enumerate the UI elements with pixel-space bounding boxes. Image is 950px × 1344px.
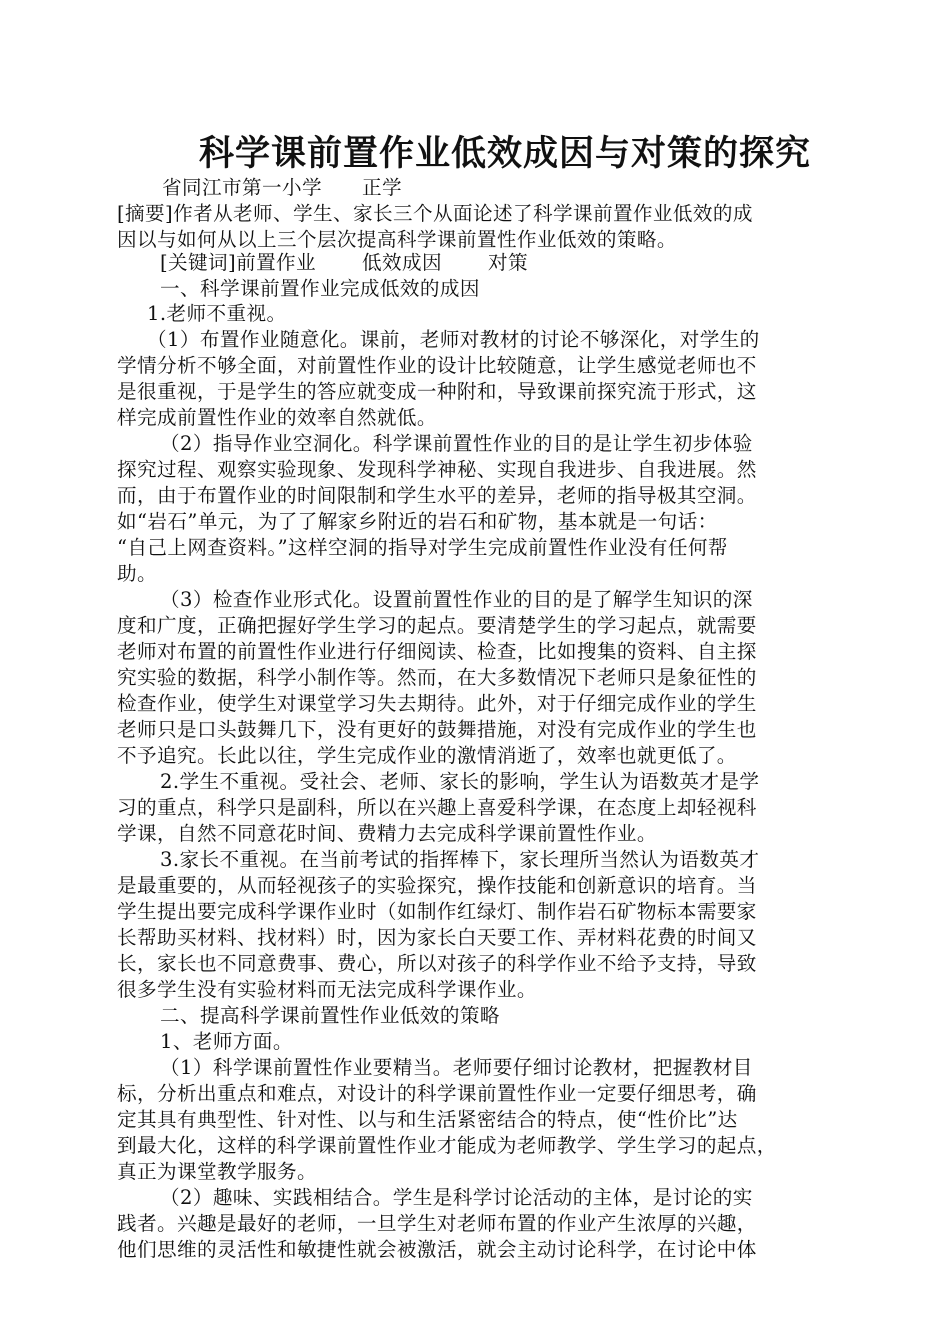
- paragraph-line: 习的重点，科学只是副科，所以在兴趣上喜爱科学课，在态度上却轻视科: [117, 796, 757, 819]
- paragraph-line: “自己上网查资料。”这样空洞的指导对学生完成前置性作业没有任何帮: [117, 536, 728, 559]
- paragraph-line: 老师只是口头鼓舞几下，没有更好的鼓舞措施，对没有完成作业的学生也: [117, 718, 757, 741]
- paragraph-line: 他们思维的灵活性和敏捷性就会被激活，就会主动讨论科学，在讨论中体: [117, 1238, 757, 1261]
- paragraph-line: （2）趣味、实践相结合。学生是科学讨论活动的主体，是讨论的实: [160, 1186, 753, 1209]
- paragraph-line: （1）科学课前置性作业要精当。老师要仔细讨论教材，把握教材目: [160, 1056, 753, 1079]
- paragraph-line: 探究过程、观察实验现象、发现科学神秘、实现自我进步、自我进展。然: [117, 458, 757, 481]
- paragraph-line: 而，由于布置作业的时间限制和学生水平的差异，老师的指导极其空洞。: [117, 484, 757, 507]
- paragraph-line: 真正为课堂教学服务。: [117, 1160, 317, 1183]
- paragraph-line: 如“岩石”单元，为了了解家乡附近的岩石和矿物，基本就是一句话：: [117, 510, 718, 533]
- keywords-line: [160, 250, 880, 276]
- paragraph-line: 究实验的数据，科学小制作等。然而，在大多数情况下老师只是象征性的: [117, 666, 757, 689]
- paragraph-line: （2）指导作业空洞化。科学课前置性作业的目的是让学生初步体验: [160, 432, 753, 455]
- paragraph-line: 定其具有典型性、针对性、以与和生活紧密结合的特点，使“性价比”达: [117, 1108, 738, 1131]
- paragraph-line: 学生提出要完成科学课作业时（如制作红绿灯、制作岩石矿物标本需要家: [117, 900, 757, 923]
- author-school: 省同江市第一小学: [162, 176, 322, 199]
- abstract-line: [摘要]作者从老师、学生、家长三个从面论述了科学课前置作业低效的成: [117, 202, 753, 225]
- section-heading: 二、提高科学课前置性作业低效的策略: [160, 1004, 500, 1027]
- paragraph-line: 践者。兴趣是最好的老师，一旦学生对老师布置的作业产生浓厚的兴趣，: [117, 1212, 757, 1235]
- paragraph-line: 是很重视，于是学生的答应就变成一种附和，导致课前探究流于形式，这: [117, 380, 757, 403]
- paragraph-line: 3.家长不重视。在当前考试的指挥棒下，家长理所当然认为语数英才: [160, 848, 760, 871]
- subsection-heading: 1.老师不重视。: [147, 302, 287, 325]
- paragraph-line: （1）布置作业随意化。课前，老师对教材的讨论不够深化，对学生的: [147, 328, 760, 351]
- subsection-heading: 1、老师方面。: [160, 1030, 293, 1053]
- paragraph-line: 很多学生没有实验材料而无法完成科学课作业。: [117, 978, 537, 1001]
- paragraph-line: 到最大化，这样的科学课前置性作业才能成为老师教学、学生学习的起点，: [117, 1134, 777, 1157]
- paragraph-line: 不予追究。长此以往，学生完成作业的激情消逝了，效率也就更低了。: [117, 744, 737, 767]
- paragraph-line: 学情分析不够全面，对前置性作业的设计比较随意，让学生感觉老师也不: [117, 354, 757, 377]
- section-heading: 一、科学课前置作业完成低效的成因: [160, 277, 480, 300]
- author-line: [162, 175, 882, 201]
- paragraph-line: 长，家长也不同意费事、费心，所以对孩子的科学作业不给予支持，导致: [117, 952, 757, 975]
- paragraph-line: 老师对布置的前置性作业进行仔细阅读、检查，比如搜集的资料、自主探: [117, 640, 757, 663]
- paragraph-line: 标，分析出重点和难点，对设计的科学课前置性作业一定要仔细思考，确: [117, 1082, 757, 1105]
- paragraph-line: 助。: [117, 562, 157, 585]
- paragraph-line: 长帮助买材料、找材料）时，因为家长白天要工作、弄材料花费的时间又: [117, 926, 757, 949]
- paragraph-line: 是最重要的，从而轻视孩子的实验探究，操作技能和创新意识的培育。当: [117, 874, 757, 897]
- paragraph-line: 检查作业，使学生对课堂学习失去期待。此外，对于仔细完成作业的学生: [117, 692, 757, 715]
- abstract-line: 因以与如何从以上三个层次提高科学课前置性作业低效的策略。: [117, 228, 677, 251]
- keyword: 低效成因: [362, 251, 443, 274]
- paragraph-line: 2.学生不重视。受社会、老师、家长的影响，学生认为语数英才是学: [160, 770, 760, 793]
- document-title: 科学课前置作业低效成因与对策的探究: [198, 133, 811, 174]
- paragraph-line: 度和广度，正确把握好学生学习的起点。要清楚学生的学习起点，就需要: [117, 614, 757, 637]
- author-name: 正学: [361, 176, 402, 199]
- paragraph-line: （3）检查作业形式化。设置前置性作业的目的是了解学生知识的深: [160, 588, 753, 611]
- keywords-label: [关键词]前置作业: [160, 251, 317, 274]
- paragraph-line: 学课，自然不同意花时间、费精力去完成科学课前置性作业。: [117, 822, 657, 845]
- keyword: 对策: [488, 251, 529, 274]
- paragraph-line: 样完成前置性作业的效率自然就低。: [117, 406, 437, 429]
